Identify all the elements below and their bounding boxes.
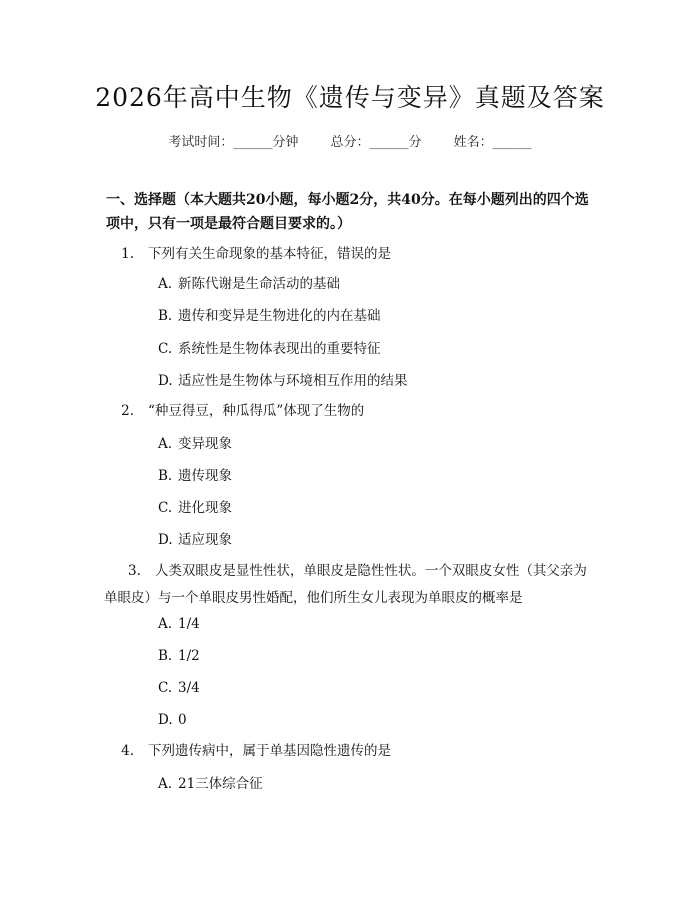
option-label: B.	[158, 308, 173, 324]
option-text: 遗传现象	[178, 468, 232, 484]
option-text: 新陈代谢是生命活动的基础	[178, 276, 340, 292]
question-2-option-d[interactable]	[158, 530, 232, 550]
option-label: B.	[158, 468, 173, 484]
question-4	[106, 738, 600, 765]
question-2-option-b[interactable]	[158, 466, 232, 486]
option-label: A.	[158, 436, 173, 452]
option-label: B.	[158, 648, 173, 664]
option-text: 进化现象	[178, 500, 232, 516]
question-2-option-c[interactable]	[158, 498, 232, 518]
question-2	[106, 398, 600, 425]
option-label: C.	[158, 680, 173, 696]
page-title: 2026年高中生物《遗传与变异》真题及答案	[95, 83, 605, 112]
question-text: “种豆得豆，种瓜得瓜”体现了生物的	[148, 403, 365, 419]
option-text: 21三体综合征	[178, 776, 263, 792]
option-text: 0	[178, 712, 187, 728]
option-text: 遗传和变异是生物进化的内在基础	[178, 308, 381, 324]
option-label: D.	[158, 712, 173, 728]
option-text: 系统性是生物体表现出的重要特征	[178, 341, 381, 357]
question-2-option-a[interactable]	[158, 434, 232, 454]
question-3-option-d[interactable]	[158, 710, 187, 730]
option-text: 变异现象	[178, 436, 232, 452]
question-text: 人类双眼皮是显性性状，单眼皮是隐性性状。一个双眼皮女性（其父亲为单眼皮）与一个单眼皮男性婚配，他们所生女儿表现为单眼皮的概率是	[104, 563, 587, 606]
option-text: 适应现象	[178, 532, 232, 548]
option-text: 3/4	[178, 680, 200, 696]
student-name-field: 姓名：______	[453, 135, 532, 150]
question-1-option-c[interactable]	[158, 339, 381, 359]
total-score-field: 总分：______分	[330, 135, 422, 150]
option-text: 1/4	[178, 616, 200, 632]
question-1-option-a[interactable]	[158, 274, 340, 294]
question-number: 1.	[121, 246, 134, 262]
exam-info-line	[0, 131, 700, 150]
section-heading: 一、选择题（本大题共20小题，每小题2分，共40分。在每小题列出的四个选项中，只有一项是最符合题目要求的。）	[106, 192, 589, 232]
option-text: 适应性是生物体与环境相互作用的结果	[178, 373, 408, 389]
option-text: 1/2	[178, 648, 200, 664]
question-1-option-d[interactable]	[158, 371, 408, 391]
question-3-option-b[interactable]	[158, 646, 200, 666]
question-number: 2.	[121, 403, 134, 419]
option-label: A.	[158, 776, 173, 792]
option-label: D.	[158, 373, 173, 389]
exam-time-field: 考试时间：______分钟	[168, 135, 299, 150]
question-number: 4.	[121, 743, 134, 759]
question-3-option-a[interactable]	[158, 614, 200, 634]
option-label: D.	[158, 532, 173, 548]
question-text: 下列有关生命现象的基本特征，错误的是	[148, 246, 391, 262]
question-3	[104, 558, 600, 612]
question-1-option-b[interactable]	[158, 306, 381, 326]
option-label: C.	[158, 341, 173, 357]
question-1	[106, 241, 600, 268]
question-4-option-a[interactable]	[158, 774, 263, 794]
question-3-option-c[interactable]	[158, 678, 200, 698]
option-label: A.	[158, 616, 173, 632]
question-text: 下列遗传病中，属于单基因隐性遗传的是	[148, 743, 391, 759]
question-number: 3.	[128, 563, 141, 579]
option-label: A.	[158, 276, 173, 292]
option-label: C.	[158, 500, 173, 516]
